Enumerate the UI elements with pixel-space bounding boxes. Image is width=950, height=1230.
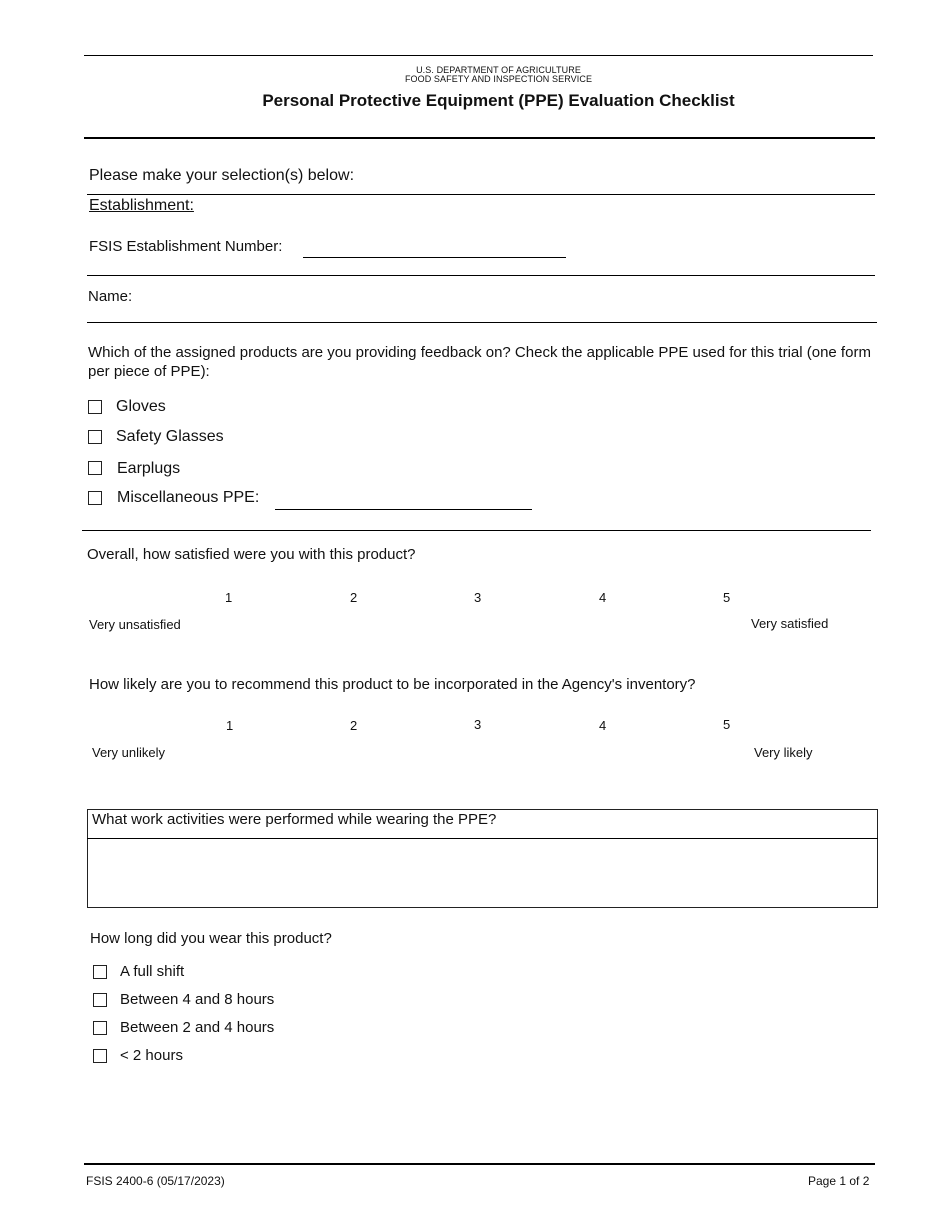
products-question: Which of the assigned products are you providing feedback on? Check the applicable PPE used for this trial (one form per piece of PPE): bbox=[88, 344, 871, 380]
agency-line-2: FOOD SAFETY AND INSPECTION SERVICE bbox=[404, 74, 593, 84]
recommend-question: How likely are you to recommend this product to be incorporated in the Agency's inventory? bbox=[89, 676, 696, 693]
recommend-high-label: Very likely bbox=[754, 745, 813, 760]
divider bbox=[82, 530, 871, 531]
divider bbox=[87, 275, 875, 276]
page-title: Personal Protective Equipment (PPE) Evaluation Checklist bbox=[262, 91, 735, 110]
establishment-number-underline bbox=[303, 257, 566, 258]
establishment-number-label: FSIS Establishment Number: bbox=[89, 238, 283, 255]
under-2-hours-label: < 2 hours bbox=[120, 1047, 183, 1064]
gloves-label: Gloves bbox=[116, 398, 166, 415]
satisfaction-option-1[interactable]: 1 bbox=[225, 590, 233, 605]
title-rule bbox=[84, 137, 875, 139]
duration-question: How long did you wear this product? bbox=[90, 930, 332, 947]
establishment-heading: Establishment: bbox=[89, 197, 194, 214]
2-to-4-hours-label: Between 2 and 4 hours bbox=[120, 1019, 275, 1036]
recommend-option-3[interactable]: 3 bbox=[474, 717, 482, 732]
satisfaction-option-5[interactable]: 5 bbox=[723, 590, 731, 605]
satisfaction-option-3[interactable]: 3 bbox=[474, 590, 482, 605]
gloves-checkbox[interactable] bbox=[88, 400, 102, 414]
full-shift-label: A full shift bbox=[120, 963, 185, 980]
form-number: FSIS 2400-6 (05/17/2023) bbox=[86, 1174, 225, 1188]
satisfaction-question: Overall, how satisfied were you with this product? bbox=[87, 546, 416, 563]
misc-ppe-underline bbox=[275, 509, 532, 510]
safety-glasses-label: Safety Glasses bbox=[116, 428, 224, 445]
2-to-4-hours-checkbox[interactable] bbox=[93, 1021, 107, 1035]
under-2-hours-checkbox[interactable] bbox=[93, 1049, 107, 1063]
4-to-8-hours-label: Between 4 and 8 hours bbox=[120, 991, 275, 1008]
full-shift-checkbox[interactable] bbox=[93, 965, 107, 979]
recommend-low-label: Very unlikely bbox=[92, 745, 165, 760]
activities-divider bbox=[87, 838, 878, 839]
activities-question: What work activities were performed while wearing the PPE? bbox=[92, 811, 497, 828]
activities-field[interactable] bbox=[92, 843, 872, 903]
agency-line-1: U.S. DEPARTMENT OF AGRICULTURE bbox=[416, 65, 581, 75]
misc-ppe-checkbox[interactable] bbox=[88, 491, 102, 505]
footer-rule bbox=[84, 1163, 875, 1165]
satisfaction-low-label: Very unsatisfied bbox=[89, 617, 181, 632]
page-number: Page 1 of 2 bbox=[808, 1174, 870, 1188]
establishment-number-field[interactable] bbox=[303, 238, 566, 257]
intro-text: Please make your selection(s) below: bbox=[89, 167, 355, 184]
safety-glasses-checkbox[interactable] bbox=[88, 430, 102, 444]
top-rule bbox=[84, 55, 873, 56]
recommend-option-4[interactable]: 4 bbox=[599, 718, 607, 733]
misc-ppe-label: Miscellaneous PPE: bbox=[117, 489, 260, 506]
name-label: Name: bbox=[88, 288, 133, 305]
4-to-8-hours-checkbox[interactable] bbox=[93, 993, 107, 1007]
recommend-option-1[interactable]: 1 bbox=[226, 718, 234, 733]
earplugs-checkbox[interactable] bbox=[88, 461, 102, 475]
earplugs-label: Earplugs bbox=[117, 460, 181, 477]
satisfaction-option-4[interactable]: 4 bbox=[599, 590, 607, 605]
divider bbox=[87, 194, 875, 195]
satisfaction-high-label: Very satisfied bbox=[751, 616, 829, 631]
recommend-option-5[interactable]: 5 bbox=[723, 717, 731, 732]
name-field[interactable] bbox=[140, 286, 870, 316]
satisfaction-option-2[interactable]: 2 bbox=[350, 590, 358, 605]
divider bbox=[87, 322, 877, 323]
recommend-option-2[interactable]: 2 bbox=[350, 718, 358, 733]
misc-ppe-field[interactable] bbox=[275, 490, 532, 509]
